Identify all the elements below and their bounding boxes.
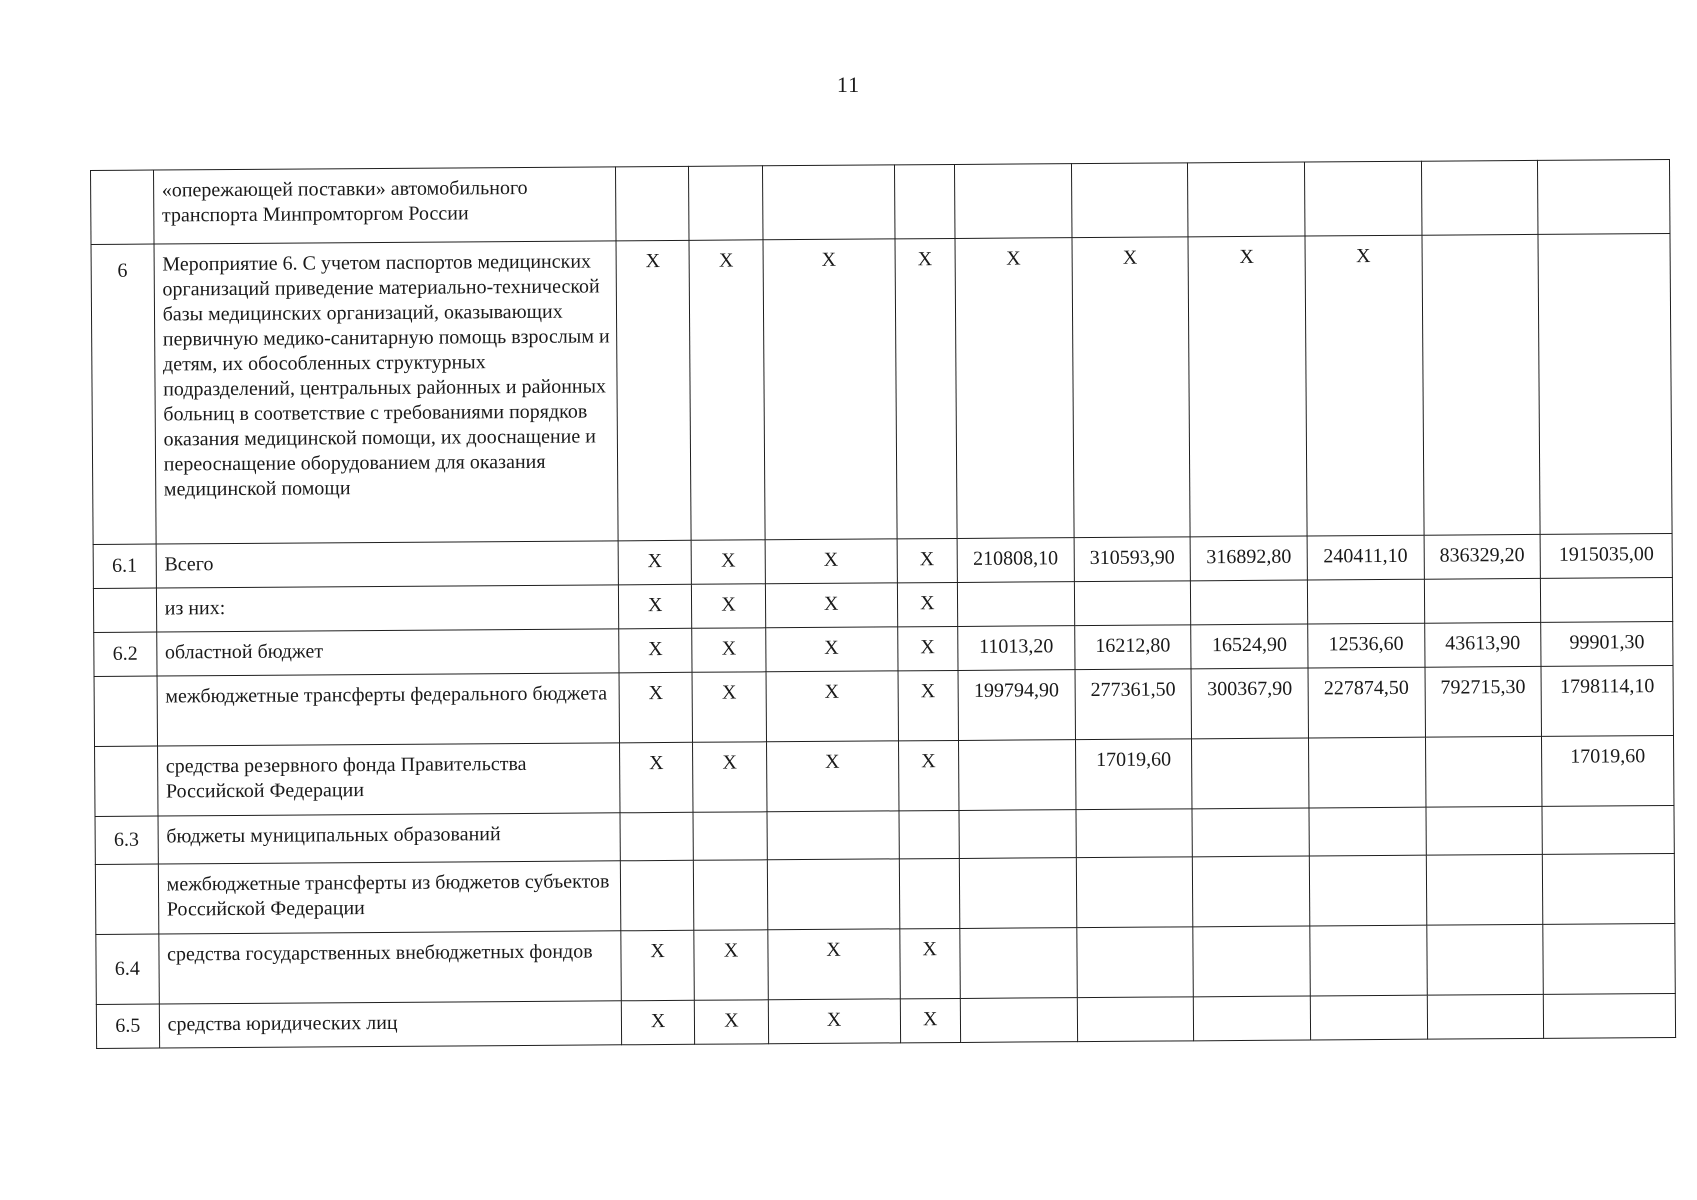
value-cell-10: 17019,60 <box>1542 735 1674 806</box>
row-number: 6.3 <box>95 816 158 864</box>
mark-cell-1 <box>620 860 694 931</box>
value-cell-5: 11013,20 <box>958 626 1075 671</box>
value-cell-8: 227874,50 <box>1308 667 1425 738</box>
value-cell-7 <box>1193 856 1310 927</box>
mark-cell-2: Х <box>694 930 768 1001</box>
mark-cell-4: Х <box>899 928 960 998</box>
financing-table <box>90 159 1676 1049</box>
mark-cell-1: Х <box>621 930 695 1001</box>
value-cell-8 <box>1307 579 1424 624</box>
value-cell-10 <box>1542 805 1674 854</box>
page-number: 11 <box>836 72 861 97</box>
value-cell-6 <box>1076 809 1193 858</box>
mark-cell-4: Х <box>898 670 959 740</box>
row-number: 6.1 <box>93 544 156 588</box>
value-cell-7: 316892,80 <box>1190 536 1307 581</box>
mark-cell-3: Х <box>766 671 898 742</box>
value-cell-9: 43613,90 <box>1424 622 1541 667</box>
mark-cell-1: Х <box>619 628 693 673</box>
value-cell-5 <box>960 998 1077 1043</box>
row-description: Всего <box>156 541 619 588</box>
value-cell-6 <box>1076 927 1193 998</box>
table-row <box>95 735 1674 816</box>
value-cell-7 <box>1191 580 1308 625</box>
value-cell-10 <box>1543 923 1675 994</box>
value-cell-10 <box>1543 853 1675 924</box>
value-cell-10: 1798114,10 <box>1541 665 1673 736</box>
mark-cell-2: Х <box>695 1000 769 1045</box>
value-cell-7 <box>1193 926 1310 997</box>
row-description: «опережающей поставки» автомобильного транспорта Минпромторгом России <box>153 167 616 244</box>
row-description: средства юридических лиц <box>159 1001 622 1048</box>
mark-cell-4: Х <box>897 538 958 582</box>
mark-cell-1: Х <box>618 584 692 629</box>
row-number: 6.4 <box>96 934 159 1004</box>
mark-cell-2 <box>694 860 768 931</box>
mark-cell-4 <box>899 858 960 928</box>
table-body <box>91 159 1676 1048</box>
value-cell-10 <box>1538 233 1672 534</box>
row-number: 6.5 <box>96 1004 159 1048</box>
mark-cell-4 <box>894 164 955 238</box>
row-number: 6.2 <box>94 632 157 676</box>
value-cell-10 <box>1541 577 1673 622</box>
mark-cell-4: Х <box>897 582 958 626</box>
value-cell-5: Х <box>955 238 1074 539</box>
mark-cell-2: Х <box>692 628 766 673</box>
value-cell-7 <box>1188 162 1305 237</box>
row-description: Мероприятие 6. С учетом паспортов медицинских организаций приведение материально-технической базы медицинских организаций, оказывающих первичную медико-санитарную помощь взрослым и детям, их обособленных структурных подразделений, центральных районных и районных больниц в соответствие с требованиями порядков оказания медицинской помощи, их дооснащение и переоснащение оборудованием для оказания медицинской помощи <box>154 241 618 544</box>
row-description: из них: <box>156 585 619 632</box>
mark-cell-3 <box>767 859 899 930</box>
mark-cell-2 <box>689 166 763 241</box>
value-cell-5 <box>957 582 1074 627</box>
value-cell-8 <box>1310 925 1427 996</box>
mark-cell-4: Х <box>895 238 958 538</box>
value-cell-6 <box>1077 997 1194 1042</box>
value-cell-9 <box>1426 854 1543 925</box>
row-description: средства государственных внебюджетных фондов <box>158 931 621 1004</box>
mark-cell-3: Х <box>765 539 897 584</box>
value-cell-6 <box>1076 857 1193 928</box>
value-cell-6: 16212,80 <box>1074 625 1191 670</box>
value-cell-8 <box>1304 161 1421 236</box>
value-cell-5: 199794,90 <box>958 670 1075 741</box>
mark-cell-4: Х <box>900 998 961 1042</box>
value-cell-8 <box>1309 855 1426 926</box>
value-cell-5 <box>959 810 1076 859</box>
value-cell-9 <box>1427 994 1544 1039</box>
value-cell-8 <box>1310 995 1427 1040</box>
value-cell-5: 210808,10 <box>957 538 1074 583</box>
mark-cell-1 <box>620 812 694 861</box>
value-cell-8 <box>1308 737 1425 808</box>
value-cell-9 <box>1426 924 1543 995</box>
value-cell-5 <box>958 740 1075 811</box>
mark-cell-3 <box>767 811 899 860</box>
mark-cell-3: Х <box>765 627 897 672</box>
mark-cell-3: Х <box>765 583 897 628</box>
value-cell-8 <box>1309 807 1426 856</box>
mark-cell-2: Х <box>689 240 765 541</box>
row-number <box>95 864 158 934</box>
row-description: бюджеты муниципальных образований <box>158 813 621 864</box>
table-row <box>91 233 1672 544</box>
mark-cell-2: Х <box>692 584 766 629</box>
mark-cell-4 <box>899 810 960 858</box>
value-cell-8: Х <box>1305 235 1424 536</box>
value-cell-10 <box>1543 993 1675 1038</box>
value-cell-5 <box>954 164 1071 239</box>
value-cell-9 <box>1421 160 1538 235</box>
row-number <box>93 588 156 632</box>
mark-cell-4: Х <box>897 626 958 670</box>
row-description: областной бюджет <box>156 629 619 676</box>
value-cell-9 <box>1424 578 1541 623</box>
mark-cell-2: Х <box>691 540 765 585</box>
value-cell-6 <box>1074 581 1191 626</box>
value-cell-7: 16524,90 <box>1191 624 1308 669</box>
mark-cell-1 <box>615 166 689 241</box>
mark-cell-3: Х <box>768 929 900 1000</box>
mark-cell-2: Х <box>692 672 766 743</box>
value-cell-9 <box>1426 806 1543 855</box>
mark-cell-3: Х <box>768 999 900 1044</box>
mark-cell-1: Х <box>619 742 693 813</box>
value-cell-7 <box>1192 808 1309 857</box>
mark-cell-3: Х <box>763 239 897 540</box>
value-cell-10: 1915035,00 <box>1540 533 1672 578</box>
value-cell-8: 240411,10 <box>1307 535 1424 580</box>
value-cell-9 <box>1422 234 1541 535</box>
value-cell-7: Х <box>1188 236 1307 537</box>
value-cell-9: 792715,30 <box>1425 666 1542 737</box>
value-cell-7 <box>1192 738 1309 809</box>
value-cell-10 <box>1538 159 1670 234</box>
mark-cell-1: Х <box>616 240 692 541</box>
value-cell-5 <box>960 928 1077 999</box>
mark-cell-4: Х <box>898 740 959 810</box>
mark-cell-1: Х <box>619 672 693 743</box>
value-cell-6: Х <box>1072 237 1191 538</box>
value-cell-6: 310593,90 <box>1074 537 1191 582</box>
row-description: межбюджетные трансферты федерального бюджета <box>157 673 620 746</box>
mark-cell-1: Х <box>618 540 692 585</box>
mark-cell-2 <box>693 812 767 861</box>
row-number <box>94 676 157 746</box>
mark-cell-1: Х <box>621 1000 695 1045</box>
value-cell-9 <box>1425 736 1542 807</box>
row-number <box>95 746 158 816</box>
row-description: средства резервного фонда Правительства Российской Федерации <box>157 743 620 816</box>
value-cell-9: 836329,20 <box>1424 534 1541 579</box>
table-row <box>91 159 1670 244</box>
value-cell-6: 17019,60 <box>1075 739 1192 810</box>
mark-cell-2: Х <box>693 742 767 813</box>
value-cell-7 <box>1194 996 1311 1041</box>
value-cell-8: 12536,60 <box>1308 623 1425 668</box>
value-cell-5 <box>959 858 1076 929</box>
table-row <box>96 923 1675 1004</box>
row-number <box>91 170 154 244</box>
row-description: межбюджетные трансферты из бюджетов субъектов Российской Федерации <box>158 861 621 934</box>
row-number: 6 <box>91 244 156 544</box>
value-cell-10: 99901,30 <box>1541 621 1673 666</box>
table-row <box>95 853 1674 934</box>
value-cell-7: 300367,90 <box>1191 668 1308 739</box>
mark-cell-3 <box>762 165 894 240</box>
table-row <box>94 665 1673 746</box>
value-cell-6 <box>1071 163 1188 238</box>
mark-cell-3: Х <box>766 741 898 812</box>
value-cell-6: 277361,50 <box>1075 669 1192 740</box>
